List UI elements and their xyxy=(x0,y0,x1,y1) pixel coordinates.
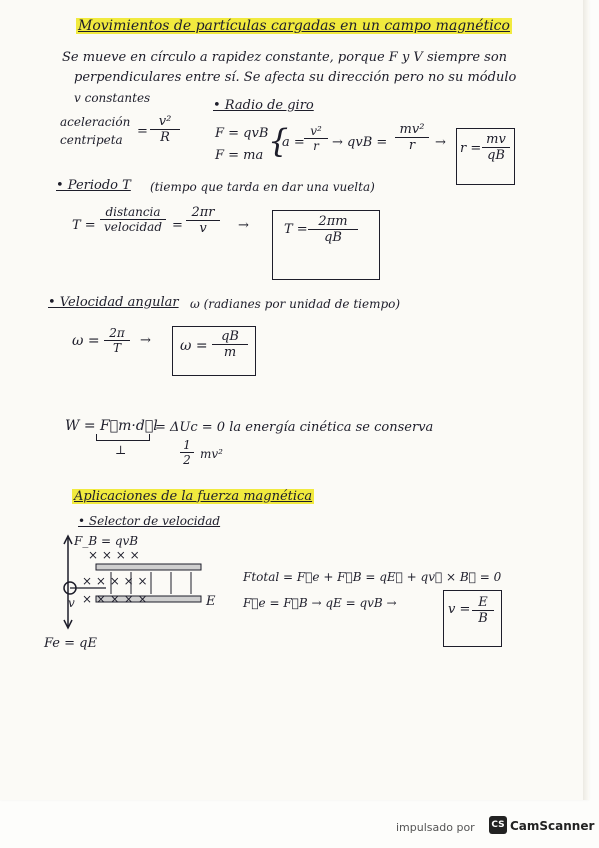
radio-brace: { xyxy=(268,122,289,160)
work-half-num: 1 xyxy=(180,438,194,453)
periodo-result-den: qB xyxy=(324,230,342,245)
periodo-eq: = xyxy=(172,218,183,233)
periodo-heading: • Periodo T xyxy=(56,178,131,193)
work-perp: ⊥ xyxy=(115,443,127,457)
radio-a-num: v² xyxy=(304,124,328,139)
radio-a: a = xyxy=(282,135,305,150)
accel-fraction xyxy=(150,114,180,145)
x-row-middle: × × × × × xyxy=(82,574,148,588)
radio-mv-num: mv² xyxy=(395,122,429,138)
periodo-desc: (tiempo que tarda en dar una vuelta) xyxy=(150,180,375,194)
radio-a-fraction xyxy=(304,124,328,153)
work-half-den: 2 xyxy=(183,453,191,467)
radio-mv-fraction xyxy=(395,122,429,153)
radio-result-fraction xyxy=(482,132,510,163)
radio-heading: • Radio de giro xyxy=(213,98,314,113)
periodo-f1-den: velocidad xyxy=(103,220,163,234)
radio-arrow-2: → xyxy=(435,135,446,150)
periodo-arrow: → xyxy=(238,218,249,233)
vel-fraction xyxy=(104,326,130,355)
periodo-fraction-1 xyxy=(100,205,166,234)
apps-heading: Aplicaciones de la fuerza magnética xyxy=(74,489,313,504)
work-half xyxy=(180,438,194,467)
vel-arrow: → xyxy=(140,333,151,348)
ftotal-equation: Ftotal = F⃗e + F⃗B = qE⃗ + qv⃗ × B⃗ = 0 xyxy=(243,570,502,584)
periodo-f2-den: v xyxy=(199,221,207,236)
upper-plate xyxy=(96,564,201,570)
vel-result-num: qB xyxy=(212,329,248,345)
radio-f1: F = qvB xyxy=(215,126,269,141)
radio-result-den: qB xyxy=(487,148,505,163)
work-underbrace xyxy=(96,434,150,441)
periodo-result-lhs: T = xyxy=(284,222,308,237)
v-result-num: E xyxy=(472,595,494,611)
accel-equals: = xyxy=(137,124,148,139)
periodo-fraction-2 xyxy=(186,205,220,236)
periodo-lhs: T = xyxy=(72,218,96,233)
radio-f2: F = ma xyxy=(215,148,264,163)
radio-result-num: mv xyxy=(482,132,510,148)
accel-label-1: aceleración xyxy=(60,115,131,129)
page-title: Movimientos de partículas cargadas en un campo magnético xyxy=(78,18,510,34)
periodo-result-fraction xyxy=(308,214,358,245)
x-row-top: × × × × xyxy=(88,548,140,562)
camscanner-logo-icon: CS xyxy=(489,816,507,834)
intro-line-3: v constantes xyxy=(74,91,151,105)
vel-lhs: ω = xyxy=(72,333,100,349)
vel-result-den: m xyxy=(223,345,237,360)
work-mv2: mv² xyxy=(200,447,223,461)
vel-num: 2π xyxy=(104,326,130,341)
intro-line-1: Se mueve en círculo a rapidez constante, porque F y V siempre son xyxy=(62,50,508,65)
accel-label-2: centripeta xyxy=(60,133,123,147)
periodo-result-num: 2πm xyxy=(308,214,358,230)
fb-label: F_B = qvB xyxy=(74,534,139,548)
fe-fb-equation: F⃗e = F⃗B → qE = qvB → xyxy=(243,596,397,610)
vel-result-fraction xyxy=(212,329,248,360)
v-result-lhs: v = xyxy=(448,602,471,617)
x-row-bottom: × × × × × xyxy=(82,592,148,606)
e-field-label: E xyxy=(206,594,216,609)
accel-den: R xyxy=(160,130,170,145)
work-eq: = ΔUc = 0 la energía cinética se conserva xyxy=(155,420,434,435)
intro-line-2: perpendiculares entre sí. Se afecta su dirección pero no su módulo xyxy=(74,70,517,85)
periodo-f2-num: 2πr xyxy=(186,205,220,221)
v-result-fraction xyxy=(472,595,494,626)
periodo-f1-num: distancia xyxy=(100,205,166,220)
radio-a-den: r xyxy=(313,139,319,153)
vel-heading: • Velocidad angular xyxy=(48,295,179,310)
work-lhs: W = F⃗m·d⃗l xyxy=(65,418,158,434)
fe-label: Fe = qE xyxy=(44,636,97,651)
vel-desc: ω (radianes por unidad de tiempo) xyxy=(190,297,401,311)
page-edge xyxy=(583,0,589,800)
v-result-den: B xyxy=(478,611,488,626)
powered-by-text: impulsado por xyxy=(396,821,475,834)
camscanner-brand: CamScanner xyxy=(510,819,595,833)
vel-result-lhs: ω = xyxy=(180,338,208,354)
v-label: v xyxy=(68,596,75,610)
selector-heading: • Selector de velocidad xyxy=(78,514,221,528)
radio-arrow-1: → qvB = xyxy=(332,135,388,150)
accel-num: v² xyxy=(150,114,180,130)
radio-mv-den: r xyxy=(408,138,416,153)
vel-den: T xyxy=(112,341,121,355)
radio-result-lhs: r = xyxy=(460,141,482,156)
